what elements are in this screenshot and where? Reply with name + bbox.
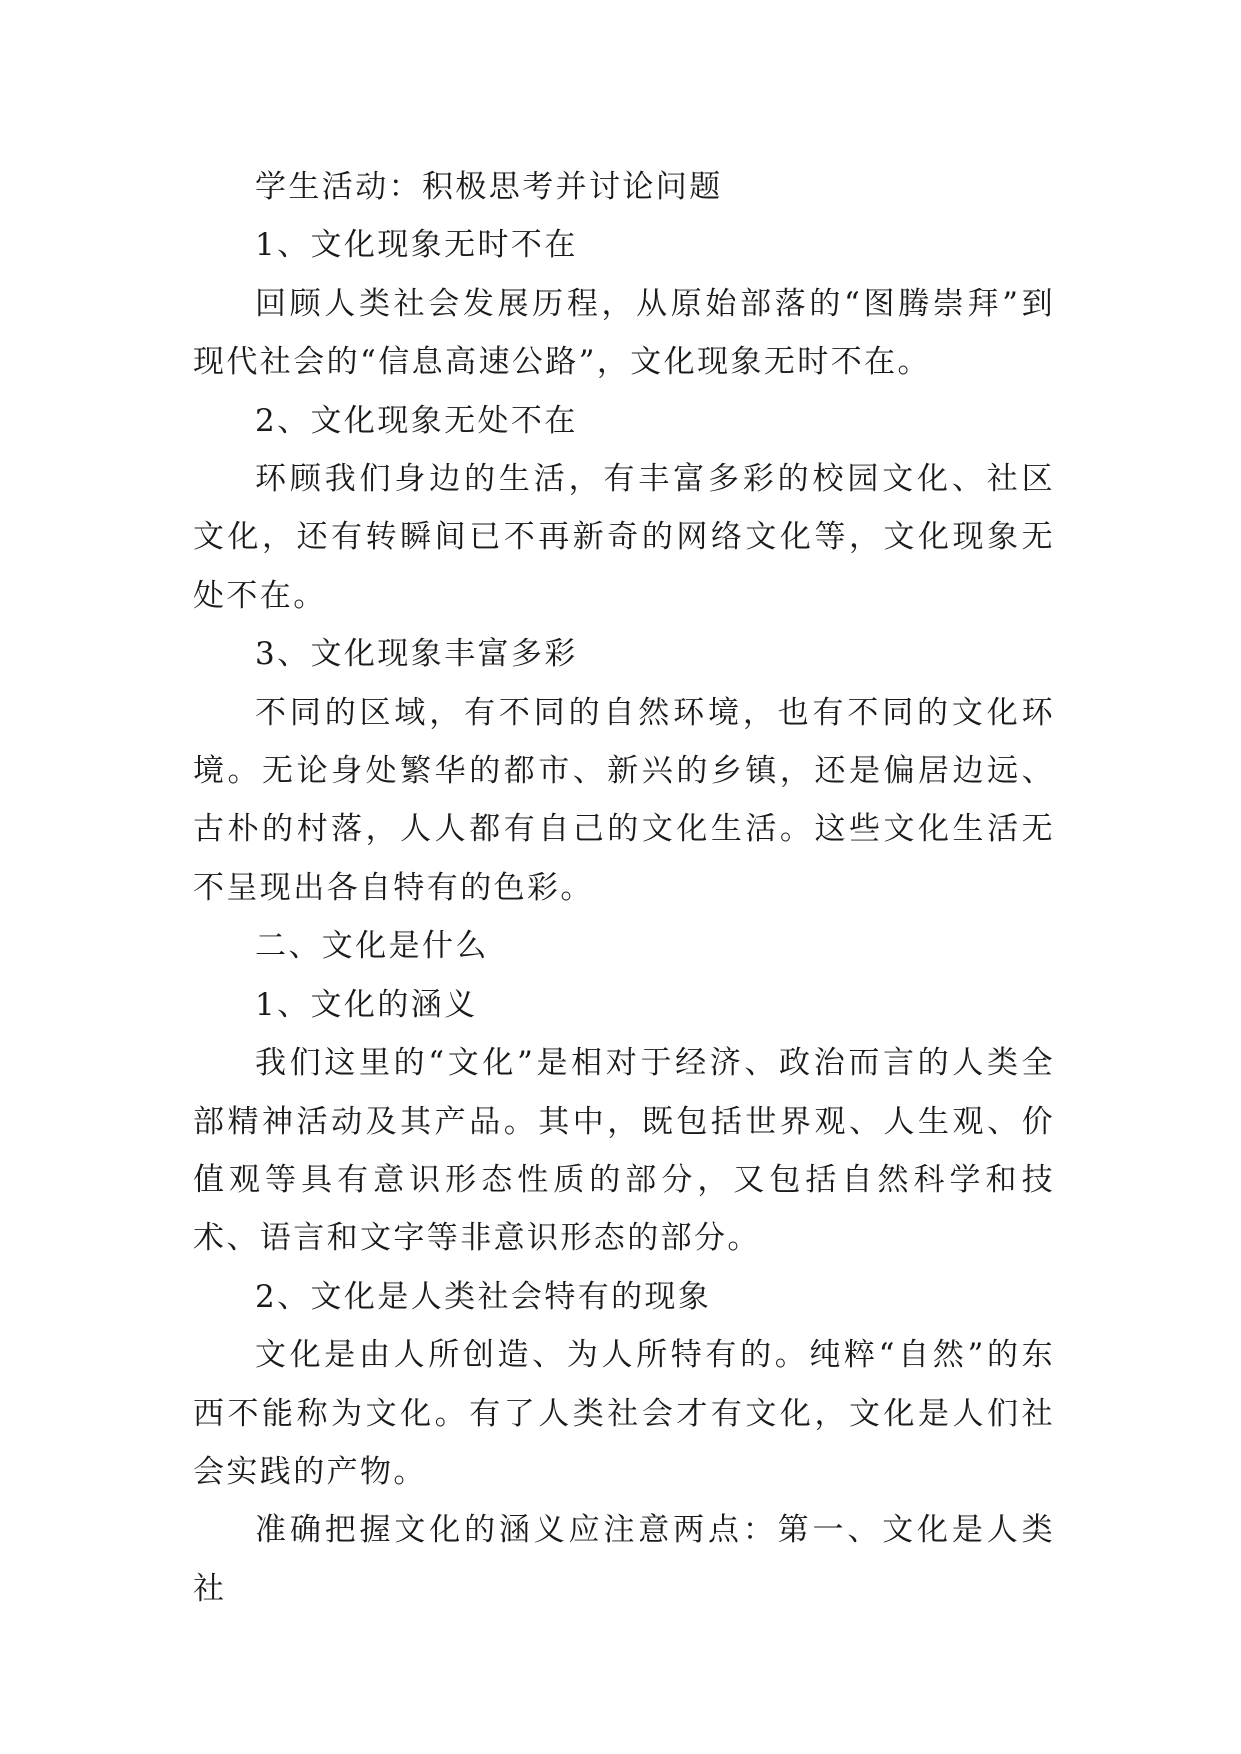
paragraph-culture-created-by-people: 文化是由人所创造、为人所特有的。纯粹“自然”的东西不能称为文化。有了人类社会才有文化，文化是人们社会实践的产物。 bbox=[193, 1337, 1055, 1490]
document-body bbox=[193, 158, 1055, 1618]
paragraph-student-activity: 学生活动：积极思考并讨论问题 bbox=[255, 169, 723, 205]
heading-culture-meaning: 1、文化的涵义 bbox=[255, 986, 478, 1023]
paragraph-history-review: 回顾人类社会发展历程，从原始部落的“图腾崇拜”到现代社会的“信息高速公路”，文化现象无时不在。 bbox=[193, 285, 1055, 381]
heading-culture-human-specific: 2、文化是人类社会特有的现象 bbox=[255, 1278, 712, 1315]
heading-culture-always-present: 1、文化现象无时不在 bbox=[255, 227, 578, 264]
heading-culture-everywhere: 2、文化现象无处不在 bbox=[255, 402, 578, 439]
heading-what-is-culture: 二、文化是什么 bbox=[255, 928, 489, 965]
paragraph-life-around-us: 环顾我们身边的生活，有丰富多彩的校园文化、社区文化，还有转瞬间已不再新奇的网络文化等，文化现象无处不在。 bbox=[193, 461, 1055, 614]
paragraph-regions-differ: 不同的区域，有不同的自然环境，也有不同的文化环境。无论身处繁华的都市、新兴的乡镇，还是偏居边远、古朴的村落，人人都有自己的文化生活。这些文化生活无不呈现出各自特有的色彩。 bbox=[193, 694, 1055, 906]
paragraph-two-points: 准确把握文化的涵义应注意两点：第一、文化是人类社 bbox=[193, 1512, 1055, 1607]
heading-culture-diverse: 3、文化现象丰富多彩 bbox=[255, 636, 578, 673]
paragraph-culture-definition: 我们这里的“文化”是相对于经济、政治而言的人类全部精神活动及其产品。其中，既包括世界观、人生观、价值观等具有意识形态性质的部分，又包括自然科学和技术、语言和文字等非意识形态的部分。 bbox=[193, 1045, 1055, 1257]
